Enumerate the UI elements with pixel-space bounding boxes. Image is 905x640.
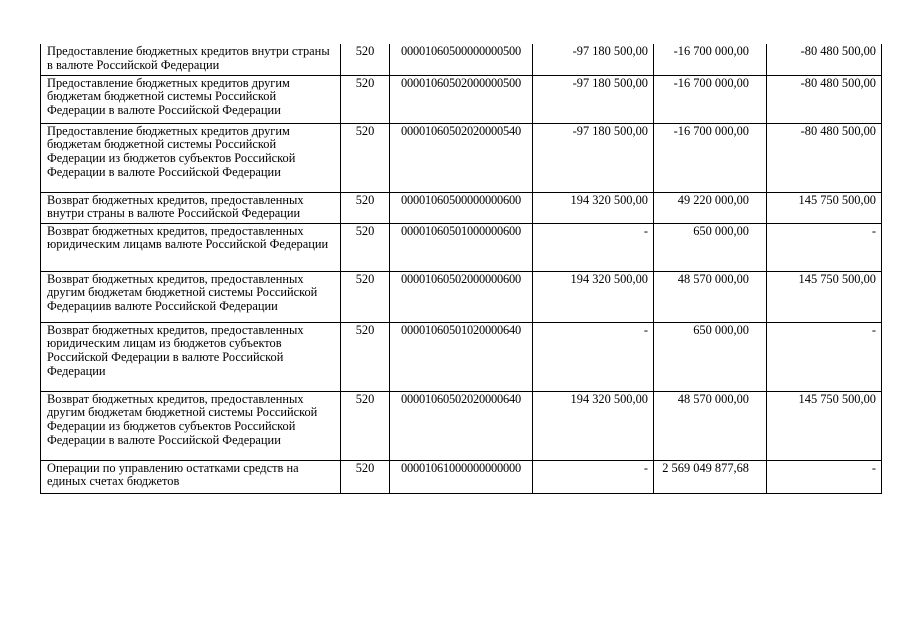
row-amount-2-cell: 650 000,00 <box>654 223 767 271</box>
row-amount-1-cell: -97 180 500,00 <box>533 123 654 192</box>
row-amount-2-cell: -16 700 000,00 <box>654 75 767 123</box>
row-amount-2-cell: -16 700 000,00 <box>654 123 767 192</box>
row-admin-code-cell: 520 <box>341 123 390 192</box>
row-kbk-cell: 00001060502000000600 <box>390 271 533 322</box>
row-name-cell: Предоставление бюджетных кредитов другим бюджетам бюджетной системы Российской Федерации из бюджетов субъектов Российской Федерации в валюте Российской Федерации <box>41 123 341 192</box>
budget-sources-table <box>40 44 882 494</box>
row-amount-3-cell: 145 750 500,00 <box>767 271 882 322</box>
row-admin-code-cell: 520 <box>341 223 390 271</box>
row-name-cell: Предоставление бюджетных кредитов внутри страны в валюте Российской Федерации <box>41 44 341 75</box>
row-amount-3-cell: -80 480 500,00 <box>767 75 882 123</box>
row-amount-1-cell: 194 320 500,00 <box>533 391 654 460</box>
row-kbk-cell: 00001060502020000640 <box>390 391 533 460</box>
row-amount-3-cell: -80 480 500,00 <box>767 44 882 75</box>
table-row <box>41 322 882 391</box>
row-kbk-cell: 00001060501000000600 <box>390 223 533 271</box>
row-amount-1-cell: -97 180 500,00 <box>533 44 654 75</box>
row-amount-1-cell: - <box>533 223 654 271</box>
table-row <box>41 192 882 223</box>
row-name-cell: Возврат бюджетных кредитов, предоставленных юридическим лицам из бюджетов субъектов Российской Федерации в валюте Российской Федерации <box>41 322 341 391</box>
row-kbk-cell: 00001060502020000540 <box>390 123 533 192</box>
row-amount-2-cell: 49 220 000,00 <box>654 192 767 223</box>
table-row <box>41 123 882 192</box>
row-amount-1-cell: 194 320 500,00 <box>533 271 654 322</box>
row-amount-3-cell: -80 480 500,00 <box>767 123 882 192</box>
row-kbk-cell: 00001060500000000600 <box>390 192 533 223</box>
row-admin-code-cell: 520 <box>341 271 390 322</box>
row-amount-2-cell: -16 700 000,00 <box>654 44 767 75</box>
row-amount-1-cell: - <box>533 460 654 493</box>
table-row <box>41 271 882 322</box>
row-admin-code-cell: 520 <box>341 75 390 123</box>
row-amount-3-cell: - <box>767 223 882 271</box>
row-amount-1-cell: -97 180 500,00 <box>533 75 654 123</box>
row-kbk-cell: 00001060502000000500 <box>390 75 533 123</box>
row-admin-code-cell: 520 <box>341 322 390 391</box>
row-amount-1-cell: 194 320 500,00 <box>533 192 654 223</box>
row-name-cell: Возврат бюджетных кредитов, предоставленных другим бюджетам бюджетной системы Российской Федерациив валюте Российской Федерации <box>41 271 341 322</box>
table-row <box>41 44 882 75</box>
row-admin-code-cell: 520 <box>341 460 390 493</box>
row-amount-2-cell: 48 570 000,00 <box>654 391 767 460</box>
row-name-cell: Возврат бюджетных кредитов, предоставленных другим бюджетам бюджетной системы Российской Федерации из бюджетов субъектов Российской Федерации в валюте Российской Федерации <box>41 391 341 460</box>
table-row <box>41 391 882 460</box>
row-kbk-cell: 00001060500000000500 <box>390 44 533 75</box>
row-admin-code-cell: 520 <box>341 44 390 75</box>
row-name-cell: Предоставление бюджетных кредитов другим бюджетам бюджетной системы Российской Федерации в валюте Российской Федерации <box>41 75 341 123</box>
row-amount-2-cell: 2 569 049 877,68 <box>654 460 767 493</box>
row-admin-code-cell: 520 <box>341 391 390 460</box>
row-amount-3-cell: 145 750 500,00 <box>767 391 882 460</box>
table-row <box>41 223 882 271</box>
row-amount-3-cell: 145 750 500,00 <box>767 192 882 223</box>
table-row <box>41 75 882 123</box>
row-admin-code-cell: 520 <box>341 192 390 223</box>
row-kbk-cell: 00001060501020000640 <box>390 322 533 391</box>
row-amount-2-cell: 48 570 000,00 <box>654 271 767 322</box>
table-row <box>41 460 882 493</box>
row-name-cell: Возврат бюджетных кредитов, предоставленных юридическим лицамв валюте Российской Федерации <box>41 223 341 271</box>
row-amount-1-cell: - <box>533 322 654 391</box>
row-amount-3-cell: - <box>767 460 882 493</box>
row-name-cell: Операции по управлению остатками средств на единых счетах бюджетов <box>41 460 341 493</box>
row-kbk-cell: 00001061000000000000 <box>390 460 533 493</box>
row-amount-3-cell: - <box>767 322 882 391</box>
row-name-cell: Возврат бюджетных кредитов, предоставленных внутри страны в валюте Российской Федерации <box>41 192 341 223</box>
row-amount-2-cell: 650 000,00 <box>654 322 767 391</box>
